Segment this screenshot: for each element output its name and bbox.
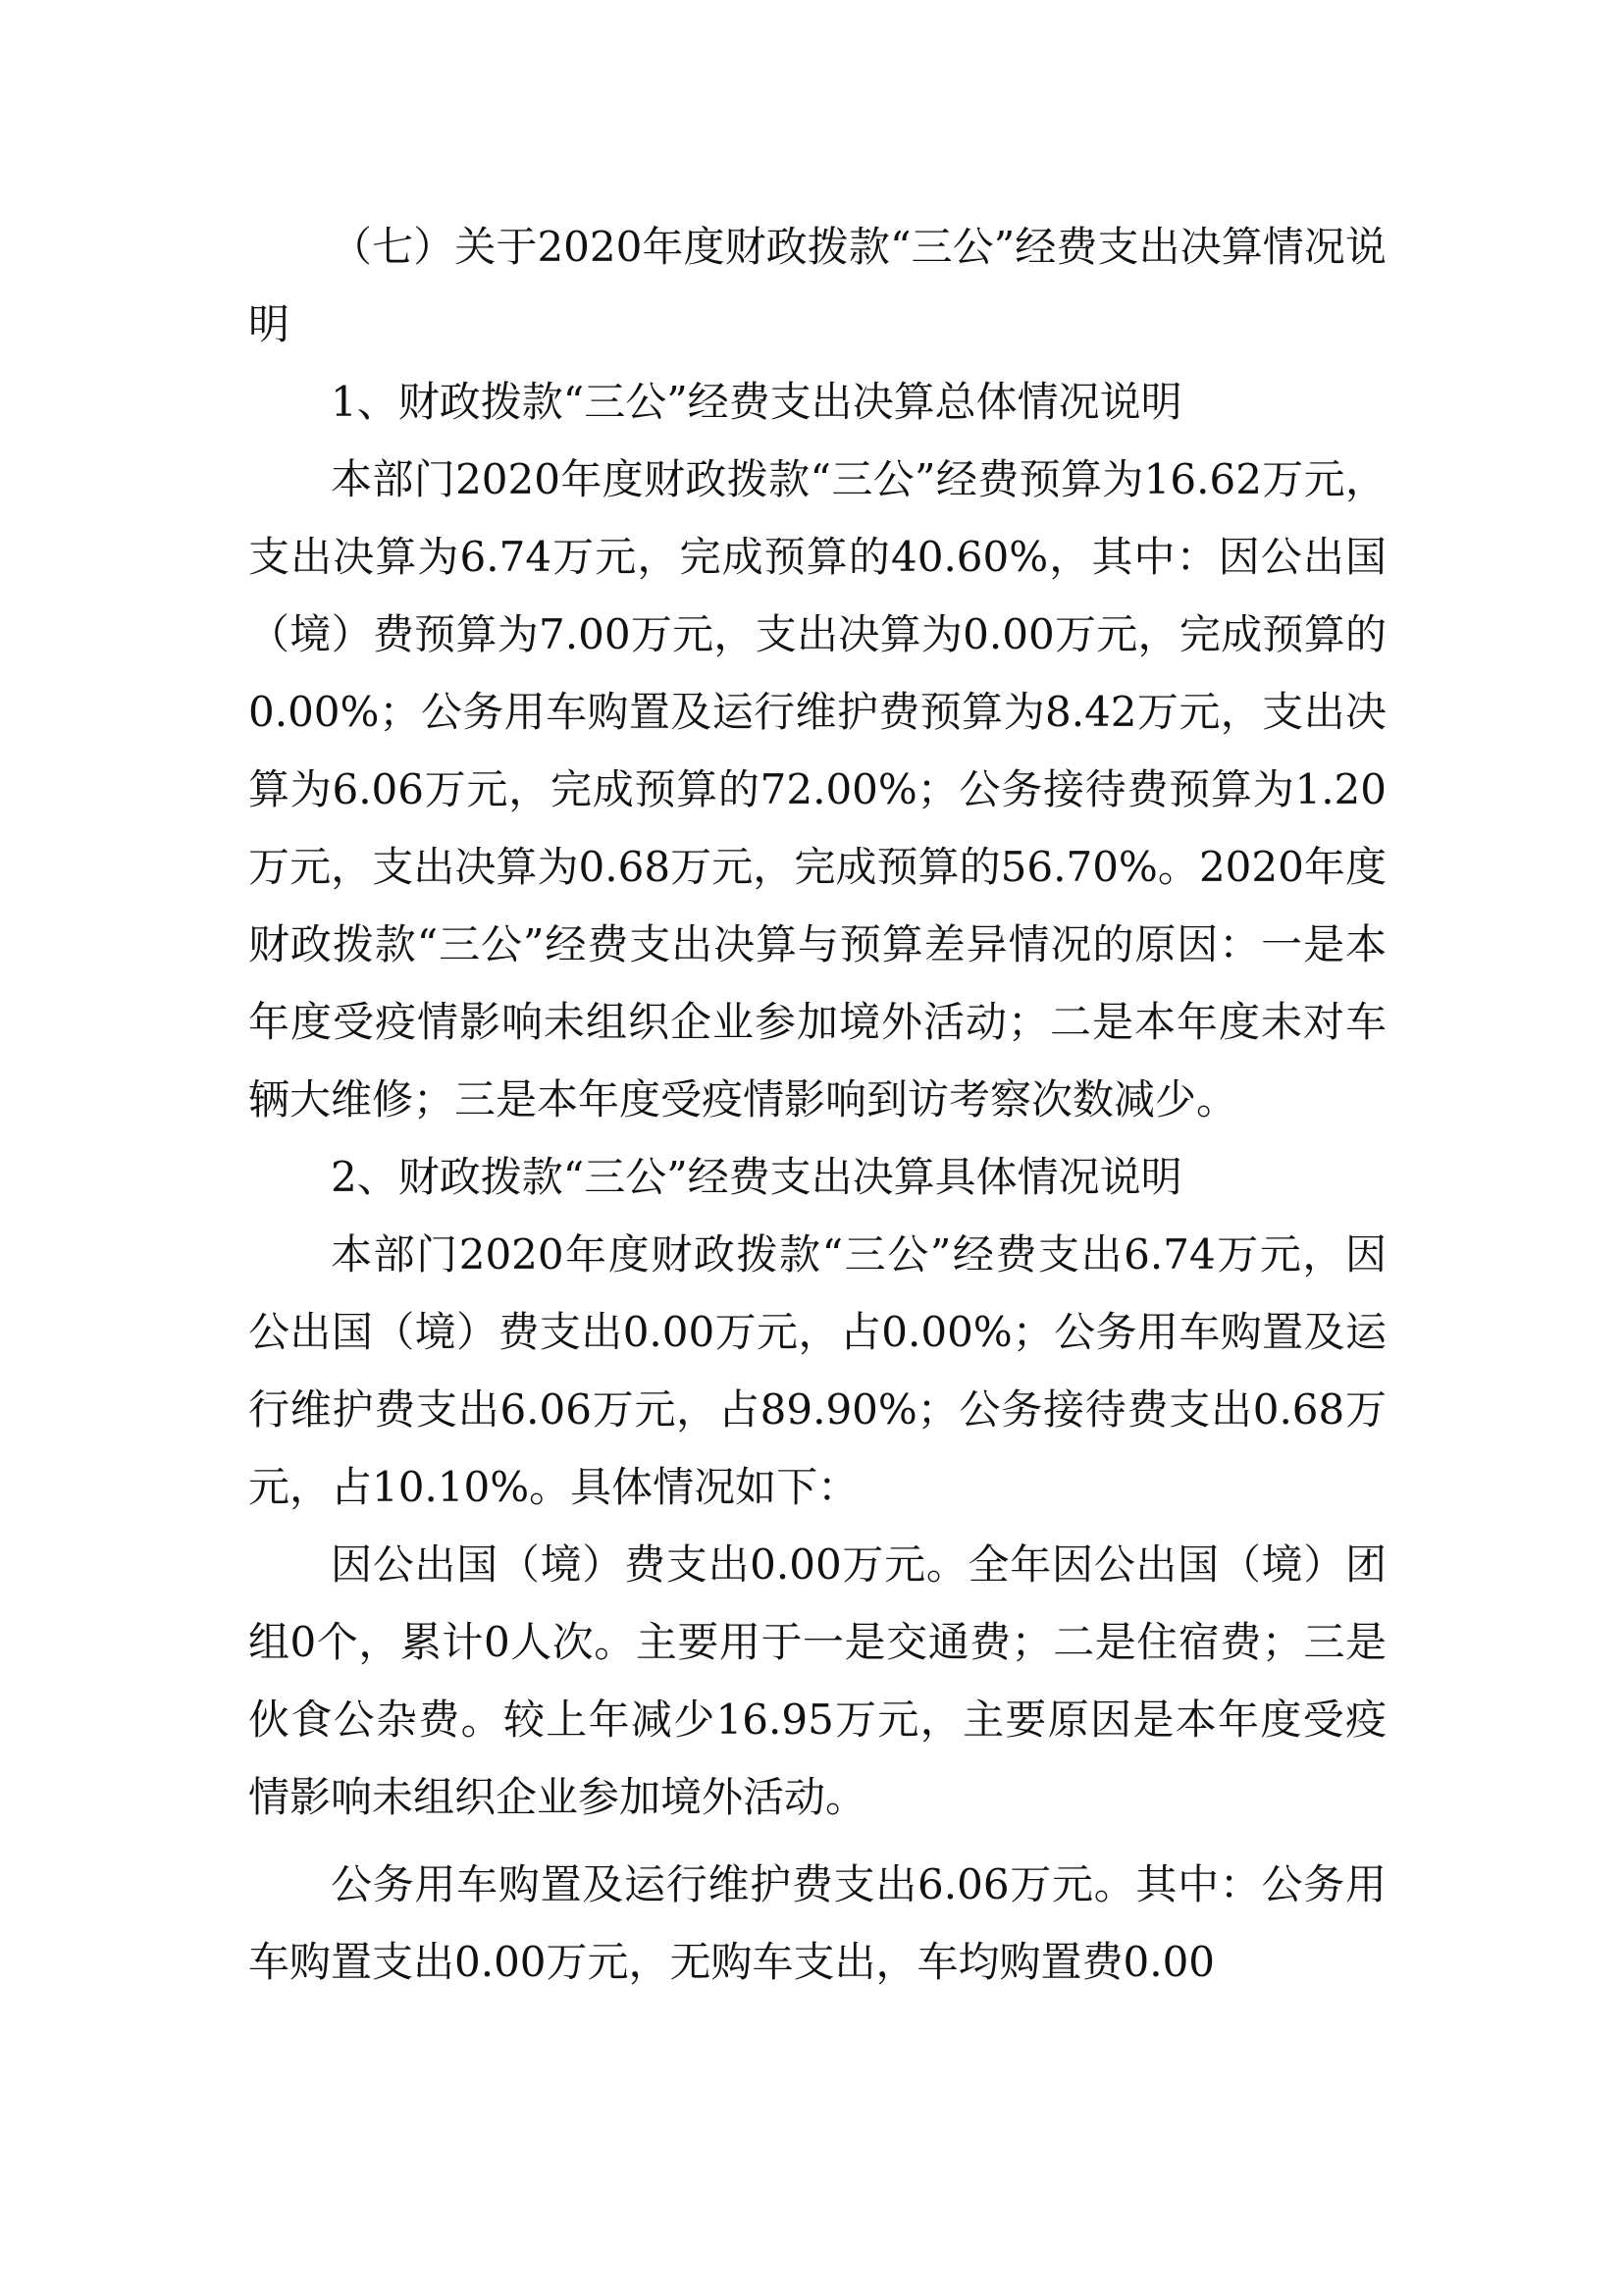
- paragraph-overseas-travel: 因公出国（境）费支出0.00万元。全年因公出国（境）团组0个，累计0人次。主要用于一是交通费；二是住宿费；三是伙食公杂费。较上年减少16.95万元，主要原因是本年度受疫情影响未组织企业参加境外活动。: [248, 1540, 1387, 1821]
- document-page: [248, 208, 1387, 2001]
- subsection-1-title: 1、财政拨款“三公”经费支出决算总体情况说明: [331, 378, 1182, 426]
- paragraph-expense-breakdown: 本部门2020年度财政拨款“三公”经费支出6.74万元，因公出国（境）费支出0.00万元，占0.00%；公务用车购置及运行维护费支出6.06万元，占89.90%；公务接待费支出0.68万元，占10.10%。具体情况如下：: [248, 1230, 1387, 1511]
- subsection-2-title: 2、财政拨款“三公”经费支出决算具体情况说明: [331, 1153, 1182, 1201]
- paragraph-budget-overview: 本部门2020年度财政拨款“三公”经费预算为16.62万元，支出决算为6.74万元，完成预算的40.60%，其中：因公出国（境）费预算为7.00万元，支出决算为0.00万元，完成预算的0.00%；公务用车购置及运行维护费预算为8.42万元，支出决算为6.06万元，完成预算的72.00%；公务接待费预算为1.20万元，支出决算为0.68万元，完成预算的56.70%。2020年度财政拨款“三公”经费支出决算与预算差异情况的原因：一是本年度受疫情影响未组织企业参加境外活动；二是本年度未对车辆大维修；三是本年度受疫情影响到访考察次数减少。: [248, 455, 1387, 1123]
- section-heading: （七）关于2020年度财政拨款“三公”经费支出决算情况说明: [248, 223, 1387, 348]
- paragraph-official-vehicles: 公务用车购置及运行维护费支出6.06万元。其中：公务用车购置支出0.00万元，无购车支出，车均购置费0.00: [248, 1860, 1387, 1986]
